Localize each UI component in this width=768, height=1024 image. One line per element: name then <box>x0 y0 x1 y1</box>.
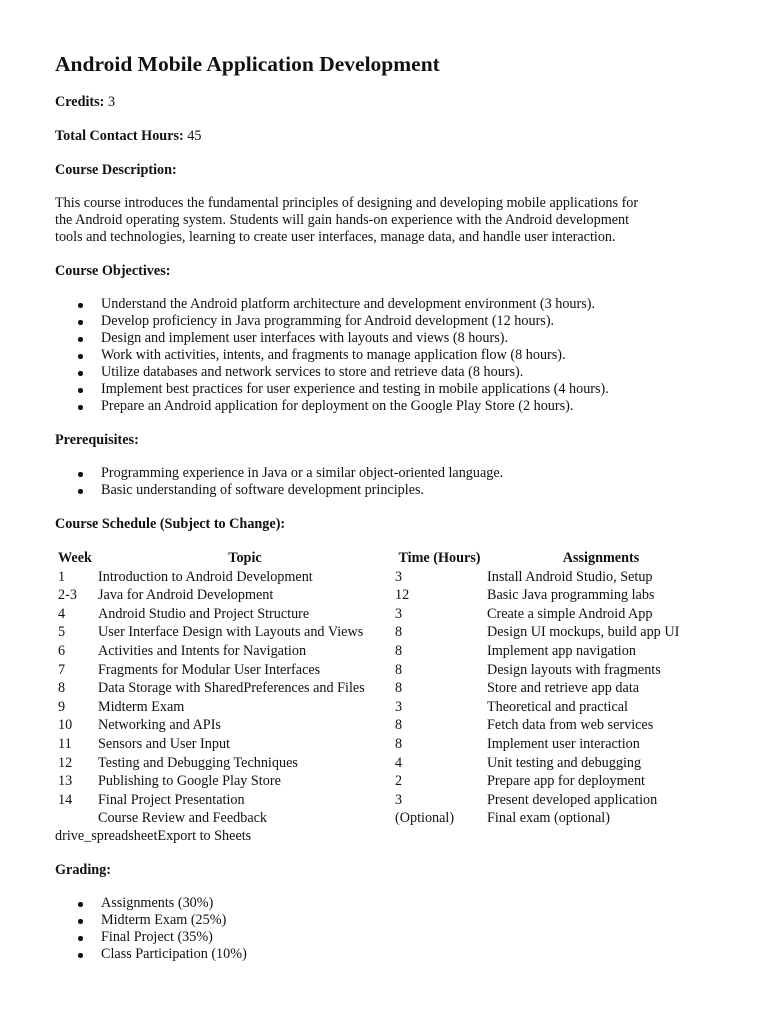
assignment-cell: Implement user interaction <box>487 735 640 752</box>
table-row <box>55 605 715 624</box>
time-cell: 2 <box>395 773 403 790</box>
table-row <box>55 754 715 773</box>
topic-cell: Final Project Presentation <box>98 791 245 808</box>
week-cell: 7 <box>58 661 66 678</box>
export-to-sheets-link[interactable]: drive_spreadsheetExport to Sheets <box>55 828 252 844</box>
time-cell: (Optional) <box>395 810 455 827</box>
time-cell: 3 <box>395 568 403 585</box>
assignment-cell: Final exam (optional) <box>487 810 610 827</box>
time-cell: 8 <box>395 735 403 752</box>
table-row <box>55 661 715 680</box>
week-cell: 8 <box>58 680 66 697</box>
grading-item: Class Participation (10%) <box>55 946 247 963</box>
objective-item: Prepare an Android application for deployment on the Google Play Store (2 hours). <box>55 398 609 415</box>
assignment-cell: Design UI mockups, build app UI <box>487 624 680 641</box>
assignment-cell: Unit testing and debugging <box>487 754 642 771</box>
topic-cell: Fragments for Modular User Interfaces <box>98 661 321 678</box>
objective-item: Utilize databases and network services to store and retrieve data (8 hours). <box>55 364 609 381</box>
prerequisites-heading: Prerequisites: <box>55 432 139 448</box>
description-line: the Android operating system. Students will gain hands-on experience with the Android development <box>55 212 630 228</box>
time-cell: 8 <box>395 717 403 734</box>
time-cell: 4 <box>395 754 403 771</box>
week-cell: 10 <box>58 717 73 734</box>
week-cell: 12 <box>58 754 73 771</box>
week-cell <box>55 809 95 828</box>
table-row <box>55 791 715 810</box>
column-header-assignments: Assignments <box>562 550 640 566</box>
contact-hours-value: 45 <box>187 128 202 144</box>
time-cell: 3 <box>395 698 403 715</box>
topic-cell: Networking and APIs <box>98 717 221 734</box>
table-row <box>55 809 715 828</box>
grading-heading: Grading: <box>55 862 111 878</box>
course-objectives-heading: Course Objectives: <box>55 263 171 279</box>
time-cell: 8 <box>395 680 403 697</box>
objectives-list <box>55 296 609 415</box>
grading-item: Assignments (30%) <box>55 895 247 912</box>
time-cell: 3 <box>395 605 403 622</box>
assignment-cell: Implement app navigation <box>487 642 636 659</box>
prerequisite-item: Basic understanding of software development principles. <box>55 482 503 499</box>
contact-hours-line <box>55 128 201 145</box>
objective-item: Develop proficiency in Java programming for Android development (12 hours). <box>55 313 609 330</box>
grading-item: Final Project (35%) <box>55 929 247 946</box>
week-cell: 1 <box>58 568 66 585</box>
table-row <box>55 679 715 698</box>
week-cell: 13 <box>58 773 73 790</box>
assignment-cell: Present developed application <box>487 791 658 808</box>
topic-cell: Sensors and User Input <box>98 735 231 752</box>
credits-label: Credits: <box>55 94 105 110</box>
course-description-text <box>55 195 725 246</box>
time-cell: 8 <box>395 642 403 659</box>
week-cell: 6 <box>58 642 66 659</box>
grading-list <box>55 895 247 963</box>
page-title: Android Mobile Application Development <box>55 52 440 76</box>
assignment-cell: Basic Java programming labs <box>487 587 655 604</box>
credits-line <box>55 94 115 111</box>
topic-cell: Activities and Intents for Navigation <box>98 642 307 659</box>
objective-item: Understand the Android platform architecture and development environment (3 hours). <box>55 296 609 313</box>
week-cell: 5 <box>58 624 66 641</box>
assignment-cell: Fetch data from web services <box>487 717 654 734</box>
table-row <box>55 772 715 791</box>
week-cell: 2-3 <box>58 587 77 604</box>
time-cell: 12 <box>395 587 410 604</box>
schedule-table <box>55 549 715 828</box>
description-line: tools and technologies, learning to create user interfaces, manage data, and handle user interaction. <box>55 229 616 245</box>
assignment-cell: Design layouts with fragments <box>487 661 661 678</box>
table-row <box>55 623 715 642</box>
assignment-cell: Theoretical and practical <box>487 698 629 715</box>
week-cell: 4 <box>58 605 66 622</box>
assignment-cell: Store and retrieve app data <box>487 680 640 697</box>
time-cell: 3 <box>395 791 403 808</box>
time-cell: 8 <box>395 661 403 678</box>
table-row <box>55 716 715 735</box>
objective-item: Implement best practices for user experience and testing in mobile applications (4 hours). <box>55 381 609 398</box>
schedule-header-row <box>55 549 715 568</box>
topic-cell: Data Storage with SharedPreferences and Files <box>98 680 365 697</box>
topic-cell: Publishing to Google Play Store <box>98 773 281 790</box>
topic-cell: Introduction to Android Development <box>98 568 313 585</box>
week-cell: 14 <box>58 791 73 808</box>
course-description-heading: Course Description: <box>55 162 177 178</box>
topic-cell: Course Review and Feedback <box>98 810 268 827</box>
week-cell: 11 <box>58 735 72 752</box>
topic-cell: Java for Android Development <box>98 587 274 604</box>
grading-item: Midterm Exam (25%) <box>55 912 247 929</box>
credits-value: 3 <box>107 94 116 110</box>
table-row <box>55 698 715 717</box>
week-cell: 9 <box>58 698 66 715</box>
table-row <box>55 568 715 587</box>
description-line: This course introduces the fundamental principles of designing and developing mobile applications for <box>55 195 639 211</box>
table-row <box>55 735 715 754</box>
prerequisite-item: Programming experience in Java or a similar object-oriented language. <box>55 465 503 482</box>
contact-hours-label: Total Contact Hours: <box>55 128 184 144</box>
column-header-week: Week <box>58 550 92 566</box>
table-row <box>55 586 715 605</box>
topic-cell: Testing and Debugging Techniques <box>98 754 298 771</box>
assignment-cell: Install Android Studio, Setup <box>487 568 653 585</box>
objective-item: Design and implement user interfaces with layouts and views (8 hours). <box>55 330 609 347</box>
course-schedule-heading: Course Schedule (Subject to Change): <box>55 516 286 532</box>
topic-cell: Android Studio and Project Structure <box>98 605 310 622</box>
topic-cell: Midterm Exam <box>98 698 185 715</box>
assignment-cell: Create a simple Android App <box>487 605 653 622</box>
topic-cell: User Interface Design with Layouts and Views <box>98 624 364 641</box>
table-row <box>55 642 715 661</box>
column-header-topic: Topic <box>228 550 262 566</box>
time-cell: 8 <box>395 624 403 641</box>
prerequisites-list <box>55 465 503 499</box>
assignment-cell: Prepare app for deployment <box>487 773 645 790</box>
objective-item: Work with activities, intents, and fragments to manage application flow (8 hours). <box>55 347 609 364</box>
column-header-time: Time (Hours) <box>398 550 481 566</box>
